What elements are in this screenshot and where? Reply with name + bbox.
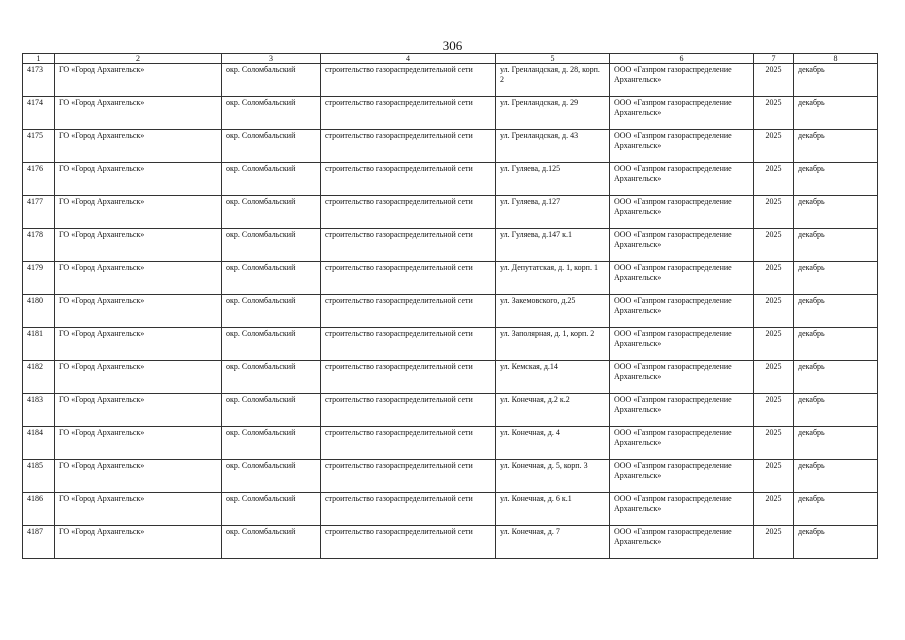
- municipality-cell: ГО «Город Архангельск»: [55, 526, 222, 559]
- municipality-cell: ГО «Город Архангельск»: [55, 163, 222, 196]
- municipality-cell: ГО «Город Архангельск»: [55, 460, 222, 493]
- address-cell: ул. Конечная, д. 7: [496, 526, 610, 559]
- municipality-cell: ГО «Город Архангельск»: [55, 295, 222, 328]
- organization-cell: ООО «Газпром газораспределение Архангельск»: [610, 526, 754, 559]
- organization-cell: ООО «Газпром газораспределение Архангельск»: [610, 328, 754, 361]
- row-number-cell: 4186: [23, 493, 55, 526]
- organization-cell: ООО «Газпром газораспределение Архангельск»: [610, 97, 754, 130]
- year-cell: 2025: [754, 196, 794, 229]
- work-type-cell: строительство газораспределительной сети: [321, 493, 496, 526]
- organization-cell: ООО «Газпром газораспределение Архангельск»: [610, 295, 754, 328]
- row-number-cell: 4179: [23, 262, 55, 295]
- table-row: [23, 64, 878, 97]
- month-cell: декабрь: [794, 427, 878, 460]
- column-header: 8: [794, 54, 878, 64]
- district-cell: окр. Соломбальский: [222, 262, 321, 295]
- organization-cell: ООО «Газпром газораспределение Архангельск»: [610, 493, 754, 526]
- municipality-cell: ГО «Город Архангельск»: [55, 328, 222, 361]
- organization-cell: ООО «Газпром газораспределение Архангельск»: [610, 262, 754, 295]
- year-cell: 2025: [754, 361, 794, 394]
- work-type-cell: строительство газораспределительной сети: [321, 130, 496, 163]
- row-number-cell: 4174: [23, 97, 55, 130]
- district-cell: окр. Соломбальский: [222, 163, 321, 196]
- month-cell: декабрь: [794, 262, 878, 295]
- table-row: [23, 394, 878, 427]
- month-cell: декабрь: [794, 361, 878, 394]
- month-cell: декабрь: [794, 493, 878, 526]
- address-cell: ул. Гренландская, д. 28, корп. 2: [496, 64, 610, 97]
- district-cell: окр. Соломбальский: [222, 97, 321, 130]
- table-header: [23, 54, 878, 64]
- organization-cell: ООО «Газпром газораспределение Архангельск»: [610, 427, 754, 460]
- municipality-cell: ГО «Город Архангельск»: [55, 196, 222, 229]
- organization-cell: ООО «Газпром газораспределение Архангельск»: [610, 196, 754, 229]
- organization-cell: ООО «Газпром газораспределение Архангельск»: [610, 460, 754, 493]
- column-header: 7: [754, 54, 794, 64]
- work-type-cell: строительство газораспределительной сети: [321, 229, 496, 262]
- month-cell: декабрь: [794, 394, 878, 427]
- work-type-cell: строительство газораспределительной сети: [321, 427, 496, 460]
- row-number-cell: 4184: [23, 427, 55, 460]
- address-cell: ул. Гренландская, д. 29: [496, 97, 610, 130]
- table-row: [23, 493, 878, 526]
- month-cell: декабрь: [794, 196, 878, 229]
- column-header: 4: [321, 54, 496, 64]
- municipality-cell: ГО «Город Архангельск»: [55, 97, 222, 130]
- registry-table: [22, 53, 878, 559]
- column-header: 2: [55, 54, 222, 64]
- year-cell: 2025: [754, 328, 794, 361]
- address-cell: ул. Гуляева, д.127: [496, 196, 610, 229]
- municipality-cell: ГО «Город Архангельск»: [55, 394, 222, 427]
- table-row: [23, 328, 878, 361]
- month-cell: декабрь: [794, 526, 878, 559]
- header-row: [23, 54, 878, 64]
- municipality-cell: ГО «Город Архангельск»: [55, 262, 222, 295]
- district-cell: окр. Соломбальский: [222, 328, 321, 361]
- year-cell: 2025: [754, 526, 794, 559]
- work-type-cell: строительство газораспределительной сети: [321, 163, 496, 196]
- organization-cell: ООО «Газпром газораспределение Архангельск»: [610, 361, 754, 394]
- organization-cell: ООО «Газпром газораспределение Архангельск»: [610, 130, 754, 163]
- address-cell: ул. Гуляева, д.147 к.1: [496, 229, 610, 262]
- year-cell: 2025: [754, 394, 794, 427]
- year-cell: 2025: [754, 229, 794, 262]
- month-cell: декабрь: [794, 64, 878, 97]
- district-cell: окр. Соломбальский: [222, 493, 321, 526]
- year-cell: 2025: [754, 295, 794, 328]
- address-cell: ул. Закемовского, д.25: [496, 295, 610, 328]
- work-type-cell: строительство газораспределительной сети: [321, 97, 496, 130]
- organization-cell: ООО «Газпром газораспределение Архангельск»: [610, 64, 754, 97]
- table-row: [23, 97, 878, 130]
- municipality-cell: ГО «Город Архангельск»: [55, 229, 222, 262]
- month-cell: декабрь: [794, 295, 878, 328]
- month-cell: декабрь: [794, 328, 878, 361]
- district-cell: окр. Соломбальский: [222, 526, 321, 559]
- row-number-cell: 4181: [23, 328, 55, 361]
- table-row: [23, 295, 878, 328]
- year-cell: 2025: [754, 493, 794, 526]
- row-number-cell: 4187: [23, 526, 55, 559]
- district-cell: окр. Соломбальский: [222, 460, 321, 493]
- month-cell: декабрь: [794, 163, 878, 196]
- month-cell: декабрь: [794, 460, 878, 493]
- address-cell: ул. Гуляева, д.125: [496, 163, 610, 196]
- year-cell: 2025: [754, 130, 794, 163]
- row-number-cell: 4180: [23, 295, 55, 328]
- month-cell: декабрь: [794, 229, 878, 262]
- district-cell: окр. Соломбальский: [222, 130, 321, 163]
- organization-cell: ООО «Газпром газораспределение Архангельск»: [610, 394, 754, 427]
- address-cell: ул. Конечная, д.2 к.2: [496, 394, 610, 427]
- work-type-cell: строительство газораспределительной сети: [321, 526, 496, 559]
- work-type-cell: строительство газораспределительной сети: [321, 361, 496, 394]
- address-cell: ул. Конечная, д. 5, корп. 3: [496, 460, 610, 493]
- table-row: [23, 361, 878, 394]
- column-header: 1: [23, 54, 55, 64]
- table-row: [23, 262, 878, 295]
- page-number: 306: [442, 38, 463, 53]
- row-number-cell: 4182: [23, 361, 55, 394]
- table-row: [23, 196, 878, 229]
- organization-cell: ООО «Газпром газораспределение Архангельск»: [610, 229, 754, 262]
- table-row: [23, 229, 878, 262]
- year-cell: 2025: [754, 64, 794, 97]
- work-type-cell: строительство газораспределительной сети: [321, 328, 496, 361]
- address-cell: ул. Гренландская, д. 43: [496, 130, 610, 163]
- row-number-cell: 4175: [23, 130, 55, 163]
- organization-cell: ООО «Газпром газораспределение Архангельск»: [610, 163, 754, 196]
- address-cell: ул. Заполярная, д. 1, корп. 2: [496, 328, 610, 361]
- district-cell: окр. Соломбальский: [222, 229, 321, 262]
- work-type-cell: строительство газораспределительной сети: [321, 295, 496, 328]
- work-type-cell: строительство газораспределительной сети: [321, 394, 496, 427]
- address-cell: ул. Кемская, д.14: [496, 361, 610, 394]
- district-cell: окр. Соломбальский: [222, 295, 321, 328]
- municipality-cell: ГО «Город Архангельск»: [55, 64, 222, 97]
- municipality-cell: ГО «Город Архангельск»: [55, 130, 222, 163]
- month-cell: декабрь: [794, 130, 878, 163]
- municipality-cell: ГО «Город Архангельск»: [55, 361, 222, 394]
- district-cell: окр. Соломбальский: [222, 394, 321, 427]
- municipality-cell: ГО «Город Архангельск»: [55, 493, 222, 526]
- year-cell: 2025: [754, 262, 794, 295]
- table-row: [23, 427, 878, 460]
- year-cell: 2025: [754, 97, 794, 130]
- table-row: [23, 460, 878, 493]
- table-body: [23, 64, 878, 559]
- table-row: [23, 163, 878, 196]
- work-type-cell: строительство газораспределительной сети: [321, 460, 496, 493]
- column-header: 5: [496, 54, 610, 64]
- month-cell: декабрь: [794, 97, 878, 130]
- row-number-cell: 4177: [23, 196, 55, 229]
- district-cell: окр. Соломбальский: [222, 361, 321, 394]
- work-type-cell: строительство газораспределительной сети: [321, 196, 496, 229]
- municipality-cell: ГО «Город Архангельск»: [55, 427, 222, 460]
- column-header: 3: [222, 54, 321, 64]
- work-type-cell: строительство газораспределительной сети: [321, 64, 496, 97]
- table-row: [23, 130, 878, 163]
- address-cell: ул. Конечная, д. 4: [496, 427, 610, 460]
- row-number-cell: 4176: [23, 163, 55, 196]
- district-cell: окр. Соломбальский: [222, 427, 321, 460]
- district-cell: окр. Соломбальский: [222, 64, 321, 97]
- row-number-cell: 4185: [23, 460, 55, 493]
- district-cell: окр. Соломбальский: [222, 196, 321, 229]
- year-cell: 2025: [754, 163, 794, 196]
- row-number-cell: 4183: [23, 394, 55, 427]
- table-row: [23, 526, 878, 559]
- year-cell: 2025: [754, 460, 794, 493]
- row-number-cell: 4178: [23, 229, 55, 262]
- year-cell: 2025: [754, 427, 794, 460]
- column-header: 6: [610, 54, 754, 64]
- address-cell: ул. Конечная, д. 6 к.1: [496, 493, 610, 526]
- address-cell: ул. Депутатская, д. 1, корп. 1: [496, 262, 610, 295]
- work-type-cell: строительство газораспределительной сети: [321, 262, 496, 295]
- row-number-cell: 4173: [23, 64, 55, 97]
